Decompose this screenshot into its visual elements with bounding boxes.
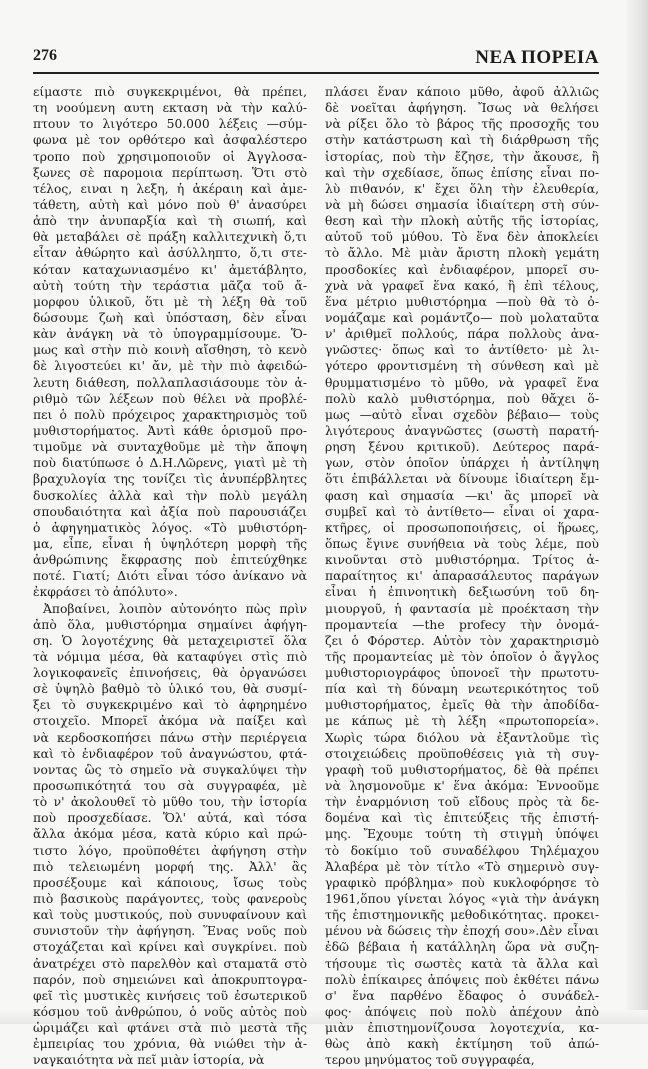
- text-line: ἀνθρώπινης ἔκφρασης ποὺ ἐπιτεύχθηκε: [33, 553, 307, 568]
- text-line: ἄλλα ἀκόμα μέσα, κατὰ κύριο καὶ πρώ-: [33, 827, 307, 842]
- text-line: κὰν ἀνάγκη νὰ τὸ ὑπογραμμίσουμε. Ὅ-: [33, 327, 307, 342]
- text-line: ξωνες σὲ παρομοια περίπτωση. Ὅτι στὸ: [33, 165, 307, 180]
- text-line: τη νοούμενη αυτη εκταση νὰ τὴν καλύ-: [33, 101, 307, 116]
- page-number: 276: [33, 47, 57, 64]
- text-line: ποὺ προσχεδίασε. Ὅλ' αὐτά, καὶ τόσα: [33, 811, 307, 826]
- text-line: προσδοκίες καὶ ἐνδιαφέρον, μπορεῖ συ-: [325, 262, 599, 277]
- text-line: αὐτοῦ τοῦ μύθου. Τὸ ἕνα δὲν ἀποκλείει: [325, 230, 599, 245]
- text-line: μα, εἶπε, εἶναι ἡ ὑψηλότερη μορφὴ τῆς: [33, 536, 307, 551]
- text-line: στοχάζεται καὶ κρίνει καὶ συγκρίνει. ποὺ: [33, 940, 307, 955]
- left-text-column: [33, 84, 307, 1069]
- text-line: μως —αὐτὸ εἶναι σχεδὸν βέβαιο— τοὺς: [325, 407, 599, 422]
- text-line: ριθμὸ τῶν λέξεων ποὺ θέλει νὰ προβλέ-: [33, 391, 307, 406]
- text-line: γων, στὸν ὁποῖον ὑπάρχει ἡ ἀντίληψη: [325, 456, 599, 471]
- text-line: σὲ ὑψηλὸ βαθμὸ τὸ ὑλικό του, θὰ συσμί-: [33, 682, 307, 697]
- text-line: νὰ ρίξει ὅλο τὸ βάρος τῆς προσοχῆς του: [325, 117, 599, 132]
- text-line: τὰ νόμιμα μέσα, θὰ καταφύγει στὶς πιὸ: [33, 649, 307, 664]
- text-line: ἐκφράσει τὸ ἀπόλυτο».: [33, 585, 178, 600]
- text-line: δυσκολίες ἀλλὰ καὶ τὴν πολὺ μεγάλη: [33, 488, 307, 503]
- text-line: σπουδαιότητα καὶ ἀξία ποὺ παρουσιάζει: [33, 504, 307, 519]
- text-line: γραφὴ τοῦ μυθιστορήματος, δὲ θὰ πρέπει: [325, 762, 599, 777]
- text-line: πολὺ ἐπίκαιρες ἀπόψεις ποὺ ἐκθέτει πάνω: [325, 972, 599, 987]
- text-line: πολὺ καλὸ μυθιστόρημα, ποὺ θἄχει ὅ-: [325, 391, 599, 406]
- text-line: νὰ μὴ δώσει σημασία ἰδιαίτερη στὴ σύν-: [325, 197, 599, 212]
- text-line: ὁ ἀφηγηματικὸς λόγος. «Τὸ μυθιστόρη-: [33, 520, 307, 535]
- text-line: χνὰ νὰ γραφεῖ ἕνα κακό, ἢ ἐπὶ τέλους,: [325, 278, 599, 293]
- running-header: [33, 47, 599, 69]
- text-line: Ἀλαβέρα μὲ τὸν τίτλο «Τὸ σημερινὸ συγ-: [325, 859, 599, 874]
- text-line: ναγκαιότητα νὰ πεῖ μιὰν ἱστορία, νὰ: [33, 1053, 265, 1068]
- text-line: φωνα μὲ τον ορθότερο καὶ ἀσφαλέστερο: [33, 133, 307, 148]
- text-line: εἶταν ἀθώρητο καὶ ἀσύλληπτο, ὅ,τι στε-: [33, 246, 307, 261]
- text-line: τὸ ν' ἀκολουθεῖ τὸ μῦθο του, τὴν ἱστορία: [33, 795, 307, 810]
- text-line: λιγότερους ἀναγνῶστες (σωστὴ παρατή-: [325, 423, 599, 438]
- text-line: ρηση ξένου κριτικοῦ). Δεύτερος παρά-: [325, 440, 599, 455]
- text-line: παρόν, ποὺ σημειώνει καὶ ἀποκρυπτογρα-: [33, 972, 307, 987]
- text-line: ἱστορίας, ποὺ τὴν ἔζησε, τὴν ἄκουσε, ἢ: [325, 149, 599, 164]
- text-line: τὸ δοκίμιο τοῦ συναδέλφου Τηλέμαχου: [325, 843, 599, 858]
- text-line: νοντας ὣς τὸ σημεῖο νὰ συγκαλύψει τὴν: [33, 762, 307, 777]
- text-line: τιστο λόγο, προϋποθέτει ἀφήγηση στὴν: [33, 843, 307, 858]
- text-line: τῆς ἐπιστημονικῆς μεθοδικότητας. προκει-: [325, 908, 599, 923]
- text-line: ν' ἀριθμεῖ πολλούς, πάρα πολλοὺς ἀνα-: [325, 327, 599, 342]
- text-line: μορφου ὑλικοῦ, ὅτι μὲ τὴ λέξη θὰ τοῦ: [33, 294, 307, 309]
- text-line: προσέξουμε καὶ κάποιους, ἴσως τοὺς: [33, 875, 307, 890]
- text-line: καὶ τοὺς μυστικούς, ποὺ συνυφαίνουν καὶ: [33, 908, 307, 923]
- text-line: σ' ἕνα παρθένο ἔδαφος ὁ συνάδελ-: [325, 988, 599, 1003]
- text-line: συμβεῖ καὶ τὸ ἀντίθετο— εἶναι οἱ χαρα-: [325, 504, 599, 519]
- text-line: αὐτὴ τούτη τὴν τεράστια μᾶζα τοῦ ἄ-: [33, 278, 307, 293]
- right-text-column: [325, 84, 599, 1069]
- text-line: θρυμματισμένο τὸ μῦθο, νὰ γραφεῖ ἕνα: [325, 375, 599, 390]
- text-line: φαση καὶ σημασία —κι' ἂς μπορεῖ νὰ: [325, 488, 599, 503]
- text-line: γνῶστες· ὅπως καὶ το ἀντίθετο· μὲ λι-: [325, 343, 599, 358]
- text-line: καὶ τὴν σχεδίασε, ὅπως ἐπίσης εἶναι πο-: [325, 165, 599, 180]
- text-line: μιὰν ἐπιστημονίζουσα λογοτεχνία, κα-: [325, 1021, 599, 1036]
- text-line: μιουργοῦ, ἡ φαντασία μὲ προέκταση τὴν: [325, 601, 599, 616]
- text-line: νὰ λησμονοῦμε κ' ἕνα ἀκόμα: Ἐννοοῦμε: [325, 779, 599, 794]
- text-line: τροπο ποὺ χρησιμοποιοῦν οἱ Ἀγγλοσα-: [33, 149, 307, 164]
- text-line: τῆς προμαντείας μὲ τὸν ὁποῖον ὁ ἄγγλος: [325, 649, 599, 664]
- text-line: παραίτητος κι' ἀπαρασάλευτος παράγων: [325, 569, 599, 584]
- text-line: ἐμπειρίας του χρόνια, θὰ νιώθει τὴν ἀ-: [33, 1037, 307, 1052]
- text-line: κτῆρες, οἱ προσωποποιήσεις, οἱ ἥρωες,: [325, 520, 599, 535]
- text-line: λογικοφανεῖς ἐπινοήσεις, θὰ ὀργανώσει: [33, 666, 307, 681]
- text-line: θὼς ἀπὸ κακὴ ἐκτίμηση τοῦ ἀπώ-: [325, 1037, 599, 1052]
- text-line: μυθιστορήματος, ἐμεῖς θὰ τὴν ἀποδίδα-: [325, 698, 599, 713]
- text-line: κινοῦνται στὸ μυθιστόρημα. Τρίτος ἀ-: [325, 553, 599, 568]
- text-line: είμαστε πιὸ συγκεκριμένοι, θὰ πρέπει,: [33, 85, 307, 99]
- page-edge-shadow: [626, 0, 648, 1024]
- text-line: ἐδῶ βέβαια ἡ κατάλληλη ὥρα νὰ συζη-: [325, 940, 599, 955]
- text-line: τέλος, ειναι η λεξη, ἡ ἀκέραιη καὶ ἀμε-: [33, 181, 307, 196]
- text-line: πλάσει ἕναν κάποιο μῦθο, ἀφοῦ ἀλλιῶς: [325, 85, 599, 99]
- text-line: ἀνατρέχει στὸ παρελθὸν καὶ σταματᾶ στὸ: [33, 956, 307, 971]
- text-line: φεῖ τὶς μυστικὲς κινήσεις τοῦ ἐσωτερικοῦ: [33, 988, 307, 1003]
- text-line: βραχυλογία της τονίζει τὶς ἀνυπέρβλητες: [33, 472, 307, 487]
- text-line: δώσουμε ζωὴ καὶ ὑπόσταση, δὲν εἶναι: [33, 310, 307, 325]
- text-line: μης. Ἔχουμε τούτη τὴ στιγμὴ ὑπόψει: [325, 827, 599, 842]
- text-line: στοιχειώδεις προϋποθέσεις γιὰ τὴ συγ-: [325, 746, 599, 761]
- text-line: δὲ λιγοστεύει κι' ἄν, μὲ τὴν πιὸ ἀφειδώ-: [33, 359, 307, 374]
- text-line: μένου νὰ δώσεις τὴν ἐποχή σου».Δὲν εἶναι: [325, 924, 599, 939]
- text-line: νομάζαμε καὶ ρομάντζο— ποὺ μολαταῦτα: [325, 310, 599, 325]
- journal-title: ΝΕΑ ΠΟΡΕΙΑ: [475, 47, 599, 68]
- text-line: κόσμου τοῦ ἀνθρώπου, ὁ νοῦς αὐτὸς ποὺ: [33, 1005, 307, 1020]
- text-line: λὺ πιθανόν, κ' ἔχει ὅλη τὴν ἐλευθερία,: [325, 181, 599, 196]
- text-line: τὸ ἄλλο. Μὲ μιὰν ἄριστη πλοκὴ γεμάτη: [325, 246, 599, 261]
- text-line: ὅτι ἐπιβάλλεται νὰ δίνουμε ἰδιαίτερη ἔμ-: [325, 472, 599, 487]
- text-line: νὰ κερδοσκοπήσει πάνω στὴν περιέργεια: [33, 730, 307, 745]
- text-line: φος· ἀπόψεις ποὺ πολὺ ἀπέχουν ἀπὸ: [325, 1005, 599, 1020]
- text-line: ποτέ. Γιατί; Διότι εἶναι τόσο ἀνίκανο νὰ: [33, 569, 307, 584]
- text-line: δὲ νοεῖται ἀφήγηση. Ἴσως νὰ θελήσει: [325, 101, 599, 116]
- text-line: πιὸ τελειωμένη μορφή της. Ἀλλ' ἂς: [33, 859, 307, 874]
- text-line: μυθιστοριογράφος ὑπονοεῖ τὴν πρωτοτυ-: [325, 666, 599, 681]
- text-line: τάθετη, αὐτὴ καὶ μόνο ποὺ θ' ἀνασύρει: [33, 197, 307, 212]
- text-line: τερου μηνύματος τοῦ συγγραφέα,: [325, 1053, 535, 1068]
- text-line: Ἀποβαίνει, λοιπὸν αὐτονόητο πὼς πρὶν: [43, 601, 307, 616]
- text-line: στοιχεῖο. Μπορεῖ ἀκόμα νὰ παίξει καὶ: [33, 714, 307, 729]
- text-line: λευτη διάθεση, πολλαπλασιάσουμε τὸν ἀ-: [33, 375, 307, 390]
- text-line: ἕνα μέτριο μυθιστόρημα —ποὺ θὰ τὸ ὀ-: [325, 294, 599, 309]
- text-line: ξει τὸ συγκεκριμένο καὶ τὸ ἀφηρημένο: [33, 698, 307, 713]
- text-line: συνιστοῦν τὴν ἀφήγηση. Ἕνας νοῦς ποὺ: [33, 924, 307, 939]
- text-line: ποὺ διατύπωσε ὁ Δ.Η.Λῶρενς, γιατὶ μὲ τὴ: [33, 456, 307, 471]
- text-line: ση. Ὁ λογοτέχνης θὰ μεταχειριστεῖ ὅλα: [33, 633, 307, 648]
- text-line: πτουν το λιγότερο 50.000 λέξεις —σύμ-: [33, 117, 307, 132]
- text-line: στὴν κατάστρωση καὶ τὴ διάρθρωση τῆς: [325, 133, 599, 148]
- text-line: γραφικὸ πρόβλημα» ποὺ κυκλοφόρησε τὸ: [325, 875, 599, 890]
- text-line: ἀπὸ ὅλα, μυθιστόρημα σημαίνει ἀφήγη-: [33, 617, 307, 632]
- text-line: μως καὶ στὴν πιὸ κοινὴ αἴσθηση, τὸ κενὸ: [33, 343, 307, 358]
- text-line: με κάπως μὲ τὴ λέξη «πρωτοπορεία».: [325, 714, 599, 729]
- text-line: εἶναι ἡ ἐπινοητικὴ δεξιωσύνη τοῦ δη-: [325, 585, 599, 600]
- text-line: μυθιστορήματος. Ἀντὶ κάθε ὁρισμοῦ προ-: [33, 423, 307, 438]
- text-line: πία καὶ τὴ δύναμη νεωτερικότητος τοῦ: [325, 682, 599, 697]
- text-line: ἀπὸ την ἀνυπαρξία καὶ τὴ σιωπή, καὶ: [33, 214, 307, 229]
- text-line: τὴν ἐναρμόνιση τοῦ εἴδους πρὸς τὰ δε-: [325, 795, 599, 810]
- text-line: πιὸ βασικοὺς παράγοντες, τοὺς φανεροὺς: [33, 892, 307, 907]
- header-rule: [33, 72, 599, 74]
- text-line: προμαντεία —the profecy τὴν ὀνομά-: [325, 617, 599, 632]
- text-line: καὶ τὸ ἐνδιαφέρον τοῦ ἀναγνώστου, φτά-: [33, 746, 307, 761]
- text-line: 1961,ὅπου γίνεται λόγος «γιὰ τὴν ἀνάγκη: [325, 892, 599, 907]
- text-line: ὡριμάζει καὶ φτάνει στὰ πιὸ μεστὰ τῆς: [33, 1021, 307, 1036]
- text-line: πει ὁ πολὺ πρόχειρος χαρακτηρισμὸς τοῦ: [33, 407, 307, 422]
- text-line: γότερο φροντισμένη τὴ σύνθεση καὶ μὲ: [325, 359, 599, 374]
- text-line: κόταν καταχωνιασμένο κι' ἀμετάβλητο,: [33, 262, 307, 277]
- text-line: τήσουμε τὶς σωστὲς κατὰ τὰ ἄλλα καὶ: [325, 956, 599, 971]
- text-line: θεση καὶ τὴν πλοκὴ αὐτῆς τῆς ἱστορίας,: [325, 214, 599, 229]
- text-line: τιμοῦμε νὰ συνταχθοῦμε μὲ τὴν ἄποψη: [33, 440, 307, 455]
- text-line: ζει ὁ Φόρστερ. Αὐτὸν τὸν χαρακτηρισμὸ: [325, 633, 599, 648]
- text-line: δομένα καὶ τὶς ἐπιτεύξεις τῆς ἐπιστή-: [325, 811, 599, 826]
- text-line: Χωρὶς τώρα διόλου νὰ ἐξαντλοῦμε τὶς: [325, 730, 599, 745]
- text-line: προσωπικότητά του σὰ συγγραφέα, μὲ: [33, 779, 307, 794]
- text-line: ὅπως ἔγινε συνήθεια νὰ τοὺς λέμε, ποὺ: [325, 536, 599, 551]
- text-line: θὰ μεταβάλει σὲ πράξη καλλιτεχνικὴ ὅ,τι: [33, 230, 307, 245]
